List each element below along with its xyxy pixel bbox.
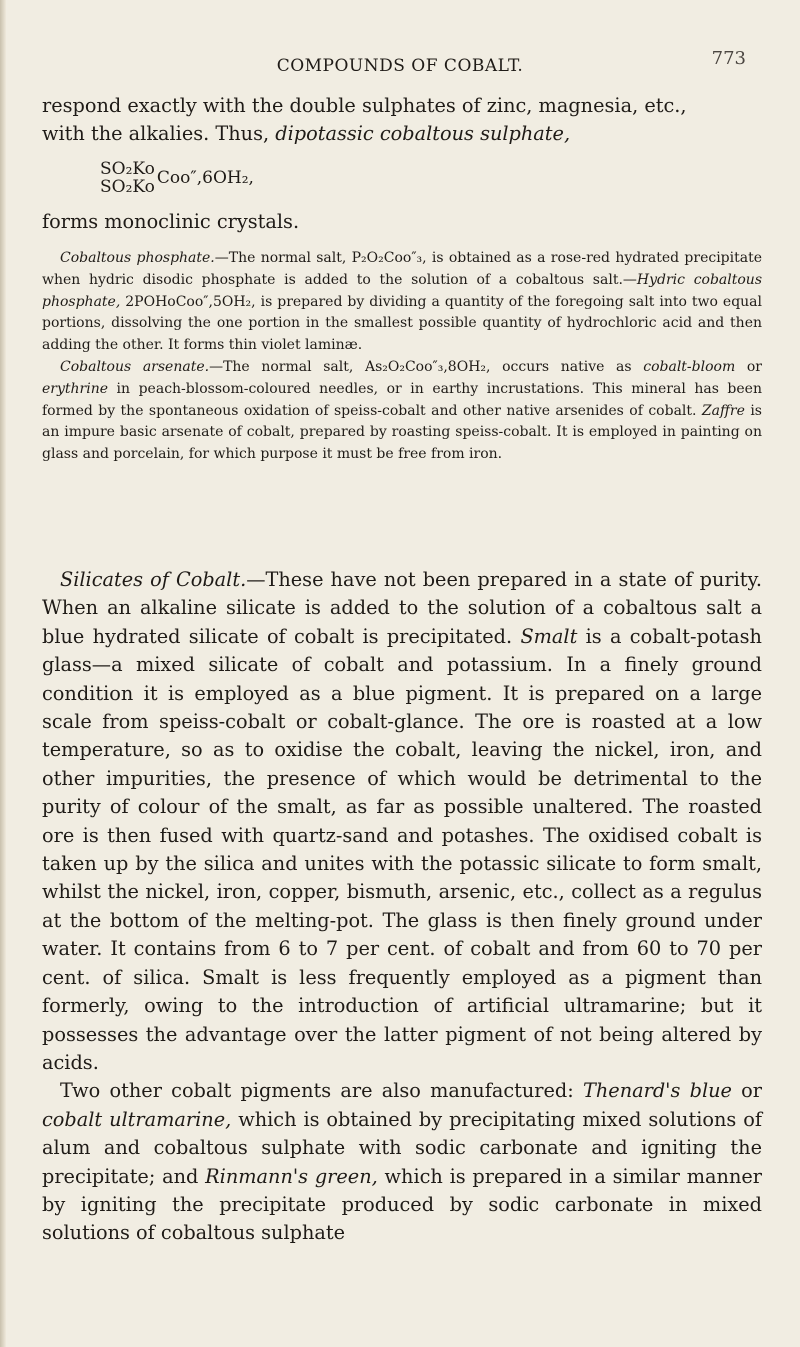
running-title: COMPOUNDS OF COBALT. xyxy=(276,56,524,76)
silicates-paragraph: Silicates of Cobalt.—These have not been prepared in a state of purity. When an alkaline silicate is added to the solution of a cobaltous salt a blue hydrated silicate of cobalt is precipitated. Smalt is a cobalt-potash glass—a mixed silicate of cobalt and potassium. In a finely ground condition it is employed as a blue pigment. It is prepared on a large scale from speiss-cobalt or cobalt-glance. The ore is roasted at a low temperature, so as to oxidise the cobalt, leaving the nickel, iron, and other impurities, the presence of which would be detrimental to the purity of colour of the smalt, as far as possible unaltered. The roasted ore is then fused with quartz-sand and potashes. The oxidised cobalt is taken up by the silica and unites with the potassic silicate to form smalt, whilst the nickel, iron, copper, bismuth, arsenic, etc., collect as a regulus at the bottom of the melting-pot. The glass is then finely ground under water. It contains from 6 to 7 per cent. of cobalt and from 60 to 70 per cent. of silica. Smalt is less frequently employed as a pigment than formerly, owing to the introduction of artificial ultramarine; but it possesses the advantage over the latter pigment of not being altered by acids. xyxy=(42,568,762,1074)
phosphate-heading: Cobaltous phosphate. xyxy=(60,250,215,266)
intro-term: dipotassic cobaltous sulphate, xyxy=(275,122,571,146)
after-formula-line: forms monoclinic crystals. xyxy=(42,210,300,233)
phosphate-paragraph: Cobaltous phosphate.—The normal salt, P₂O₂Coo″₃, is obtained as a rose-red hydrated precipitate when hydric disodic phosphate is added to the solution of a cobaltous salt.—Hydric cobaltous phosphate, 2POHoCoo″,5OH₂, is prepared by dividing a quantity of the foregoing salt into two equal portions, dissolving the one portion in the smallest possible quantity of hydrochloric acid and then adding the other. It forms thin violet laminæ. xyxy=(42,250,763,354)
chemical-formula xyxy=(100,160,254,212)
pigments-paragraph: Two other cobalt pigments are also manufactured: Thenard's blue or cobalt ultramarine, which is obtained by precipitating mixed solutions of alum and cobaltous sulphate with sodic carbonate and igniting the precipitate; and Rinmann's green, which is prepared in a similar manner by igniting the precipitate produced by sodic carbonate in mixed solutions of cobaltous sulphate xyxy=(42,1079,762,1245)
main-section xyxy=(42,566,762,1248)
formula-bottom: SO₂Ko xyxy=(100,177,155,197)
intro-line-2: with the alkalies. Thus, xyxy=(42,122,276,146)
formula-rest: Coo″,6OH₂, xyxy=(156,168,254,188)
intro-paragraph xyxy=(42,92,762,149)
page-number: 773 xyxy=(711,48,746,69)
arsenate-heading: Cobaltous arsenate. xyxy=(60,358,210,375)
formula-stack xyxy=(100,160,155,196)
formula-top: SO₂Ko xyxy=(100,159,155,179)
page-edge-shadow xyxy=(0,0,6,1347)
intro-line-1: respond exactly with the double sulphates of zinc, magnesia, etc., xyxy=(42,94,687,117)
arsenate-paragraph: Cobaltous arsenate.—The normal salt, As₂O₂Coo″₃,8OH₂, occurs native as cobalt-bloom or erythrine in peach-blossom-coloured needles, or in earthy incrustations. This mineral has been formed by the spontaneous oxidation of speiss-cobalt and other native arsenides of cobalt. Zaffre is an impure basic arsenate of cobalt, prepared by roasting speiss-cobalt. It is employed in painting on glass and porcelain, for which purpose it must be free from iron. xyxy=(42,358,762,463)
small-print-section xyxy=(42,248,762,466)
running-head xyxy=(0,48,800,80)
silicates-heading: Silicates of Cobalt. xyxy=(60,568,247,591)
